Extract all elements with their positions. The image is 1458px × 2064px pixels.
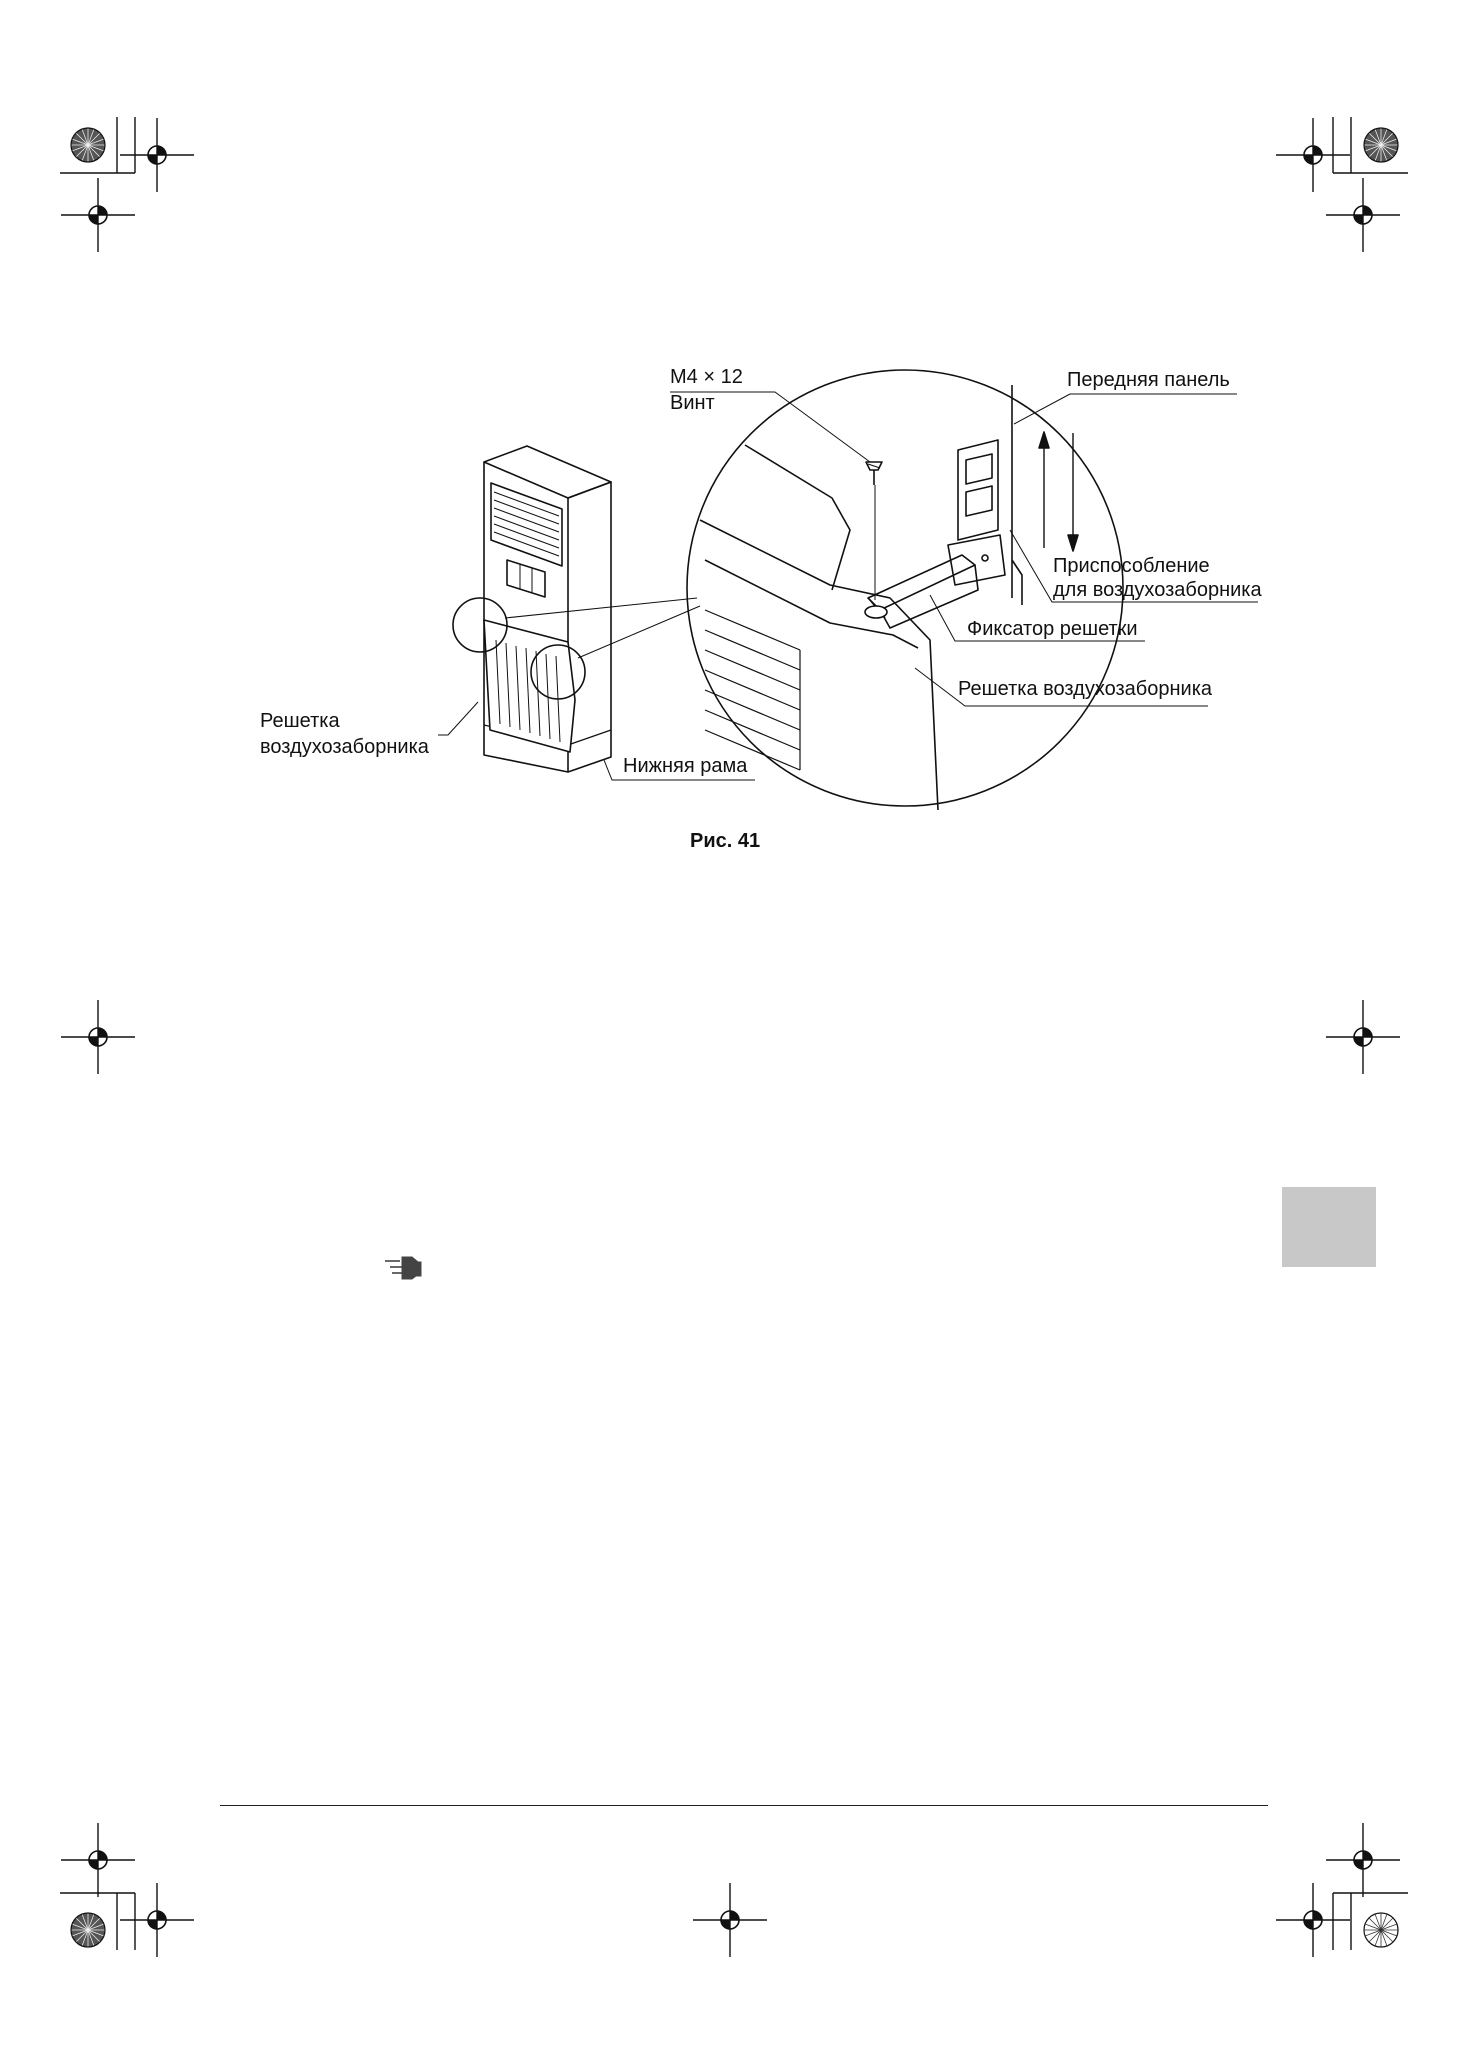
label-intake-grille-detail: Решетка воздухозаборника (958, 678, 1213, 700)
section-tab (1282, 1187, 1376, 1267)
label-screw: Винт (670, 392, 715, 414)
label-intake-grille-line1: Решетка (260, 710, 340, 732)
figure-caption: Рис. 41 (690, 830, 761, 852)
label-bottom-frame: Нижняя рама (623, 755, 748, 777)
label-front-panel: Передняя панель (1067, 369, 1230, 391)
label-intake-fixture-line1: Приспособление (1053, 555, 1210, 577)
label-intake-grille-line2: воздухозаборника (260, 736, 429, 758)
label-screw-size: M4 × 12 (670, 366, 743, 388)
footer-rule (220, 1805, 1268, 1806)
label-intake-fixture-line2: для воздухозаборника (1053, 579, 1262, 601)
label-grille-latch: Фиксатор решетки (967, 618, 1138, 640)
